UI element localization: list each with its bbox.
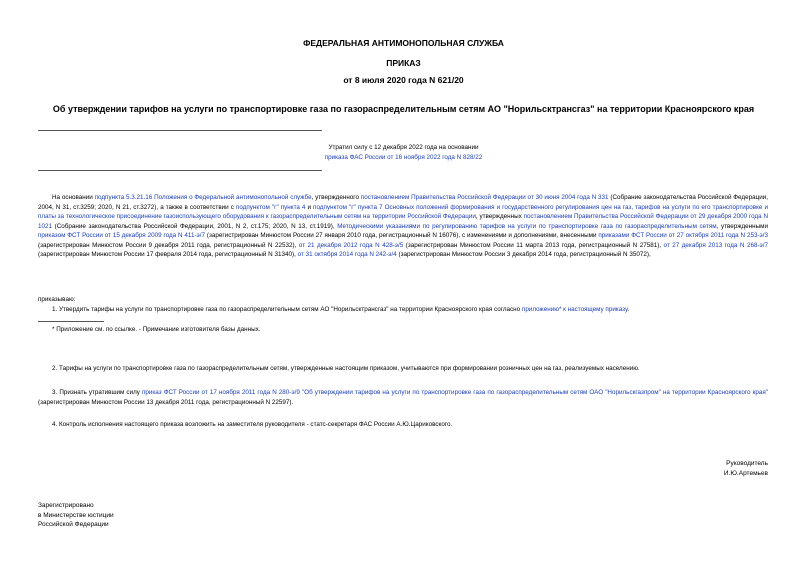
repeal-order-link[interactable]: приказа ФАС России от 16 ноября 2022 года N 828/22 [324,153,483,161]
legal-link[interactable]: приказами ФСТ России от 27 октября 2011 года N 253-э/3 [598,232,769,239]
registration-line: Российской Федерации [38,521,109,528]
legal-link[interactable]: подпункта 5.3.21.16 Положения о Федеральной антимонопольной службе [94,194,312,201]
preamble-text: На основании [52,194,95,201]
item-text: 3. Признать утратившим силу [52,389,142,396]
preamble-text: (зарегистрирован Минюстом России 17 февраля 2014 года, регистрационный N 31340), [38,251,298,258]
agency-name: ФЕДЕРАЛЬНАЯ АНТИМОНОПОЛЬНАЯ СЛУЖБА [303,38,504,48]
order-item-3 [38,388,768,407]
preamble-text: , утвержденными [716,222,768,230]
preamble-text: (зарегистрирован Минюстом России 3 декабря 2014 года, регистрационный N 35072), [396,251,651,258]
order-item-4: 4. Контроль исполнения настоящего приказа возложить на заместителя руководителя - статс-секретаря ФАС России А.Ю.Цариковского. [52,421,453,428]
legal-link[interactable]: от 31 октября 2014 года N 242-э/4 [297,251,397,258]
item-text: 1. Утвердить тарифы на услуги по транспортировке газа по газораспределительным сетям АО "Норильсктрансгаз" на территории Красноярского края согласно [52,306,522,313]
footnote-divider [38,321,104,322]
legal-link[interactable]: подпунктом "г" пункта 4 [235,203,306,211]
document-title: Об утверждении тарифов на услуги по транспортировке газа по газораспределительным сетям АО "Норильсктрансгаз" на территории Красноярского края [52,104,755,114]
preamble-text: , утвержденных [475,213,524,220]
signature-block [620,459,768,478]
order-word: приказываю: [38,296,76,303]
status-note [0,143,807,162]
document-type: ПРИКАЗ [386,58,421,68]
preamble-text: (Собрание законодательства Российской Федерации, 2001, N 2, ст.175; 2020, N 13, ст.1919), [52,222,338,230]
preamble-text: и [305,203,314,211]
footnote: * Приложение см. по ссылке. - Примечание изготовителя базы данных. [52,326,261,333]
legal-link[interactable]: постановлением Правительства Российской Федерации от 30 июня 2004 года N 331 [360,194,609,201]
legal-link[interactable]: Методическими указаниями по регулированию тарифов на услуги по транспортировке газа по газораспределительным сетям [337,222,717,230]
item-text: (зарегистрирован Минюстом России 13 декабря 2011 года, регистрационный N 22597). [38,398,294,406]
preamble-paragraph [38,193,768,260]
order-item-1 [38,305,768,315]
preamble-text: (зарегистрирован Минюстом России 11 марта 2013 года, регистрационный N 27581), [403,241,664,249]
registration-block [38,501,114,530]
registration-line: Зарегистрировано [38,502,94,509]
signatory-name: И.Ю.Артемьев [723,469,768,477]
divider-bottom [38,170,322,171]
preamble-text: (Собрание законодательства Российской Федерации, 2004, N 31, ст.3259; 2020, N 21, ст.3272), а также в соответствии с [38,194,768,211]
document-date-number: от 8 июля 2020 года N 621/20 [343,75,464,85]
preamble-text: (зарегистрирован Минюстом России 9 декабря 2011 года, регистрационный N 22532), [38,241,299,249]
legal-link[interactable]: приказом ФСТ России от 15 декабря 2009 года N 411-э/7 [38,232,206,239]
registration-line: в Министерстве юстиции [38,511,114,519]
item-text: . [627,306,630,313]
legal-link[interactable]: подпунктом "г" пункта 7 Основных положений формирования и государственного регулирования цен на газ, тарифов на услуги по его транспортировке и платы за технологическое присоединение газоиспользующего оборудования к газораспределительным сетям на территории Российской Федерации [38,203,768,220]
preamble-text: (зарегистрирован Минюстом России 27 января 2010 года, регистрационный N 16076), с изменениями и дополнениями, внесенными [205,232,599,239]
signatory-role: Руководитель [726,460,768,467]
legal-link[interactable]: от 21 декабря 2012 года N 428-э/5 [298,241,404,249]
repealed-order-link[interactable]: приказ ФСТ России от 17 ноября 2011 года N 280-э/9 "Об утверждении тарифов на услуги по транспортировке газа по газораспределительным сетям ОАО "Норильскгазпром" на территории Красноярского края" [141,389,768,396]
preamble-text: , утвержденного [311,194,361,201]
status-line: Утратил силу с 12 декабря 2022 года на основании [328,144,479,151]
order-item-2: 2. Тарифы на услуги по транспортировке газа по газораспределительным сетям, утвержденные настоящим приказом, учитываются при формировании розничных цен на газ, реализуемых населению. [52,365,640,372]
legal-link[interactable]: от 27 декабря 2013 года N 268-э/7 [663,241,769,249]
legal-link[interactable]: постановлением Правительства Российской Федерации от 29 декабря 2000 года N 1021 [38,213,769,230]
divider-top [38,130,322,131]
appendix-link[interactable]: приложению* к настоящему приказу [521,306,628,313]
